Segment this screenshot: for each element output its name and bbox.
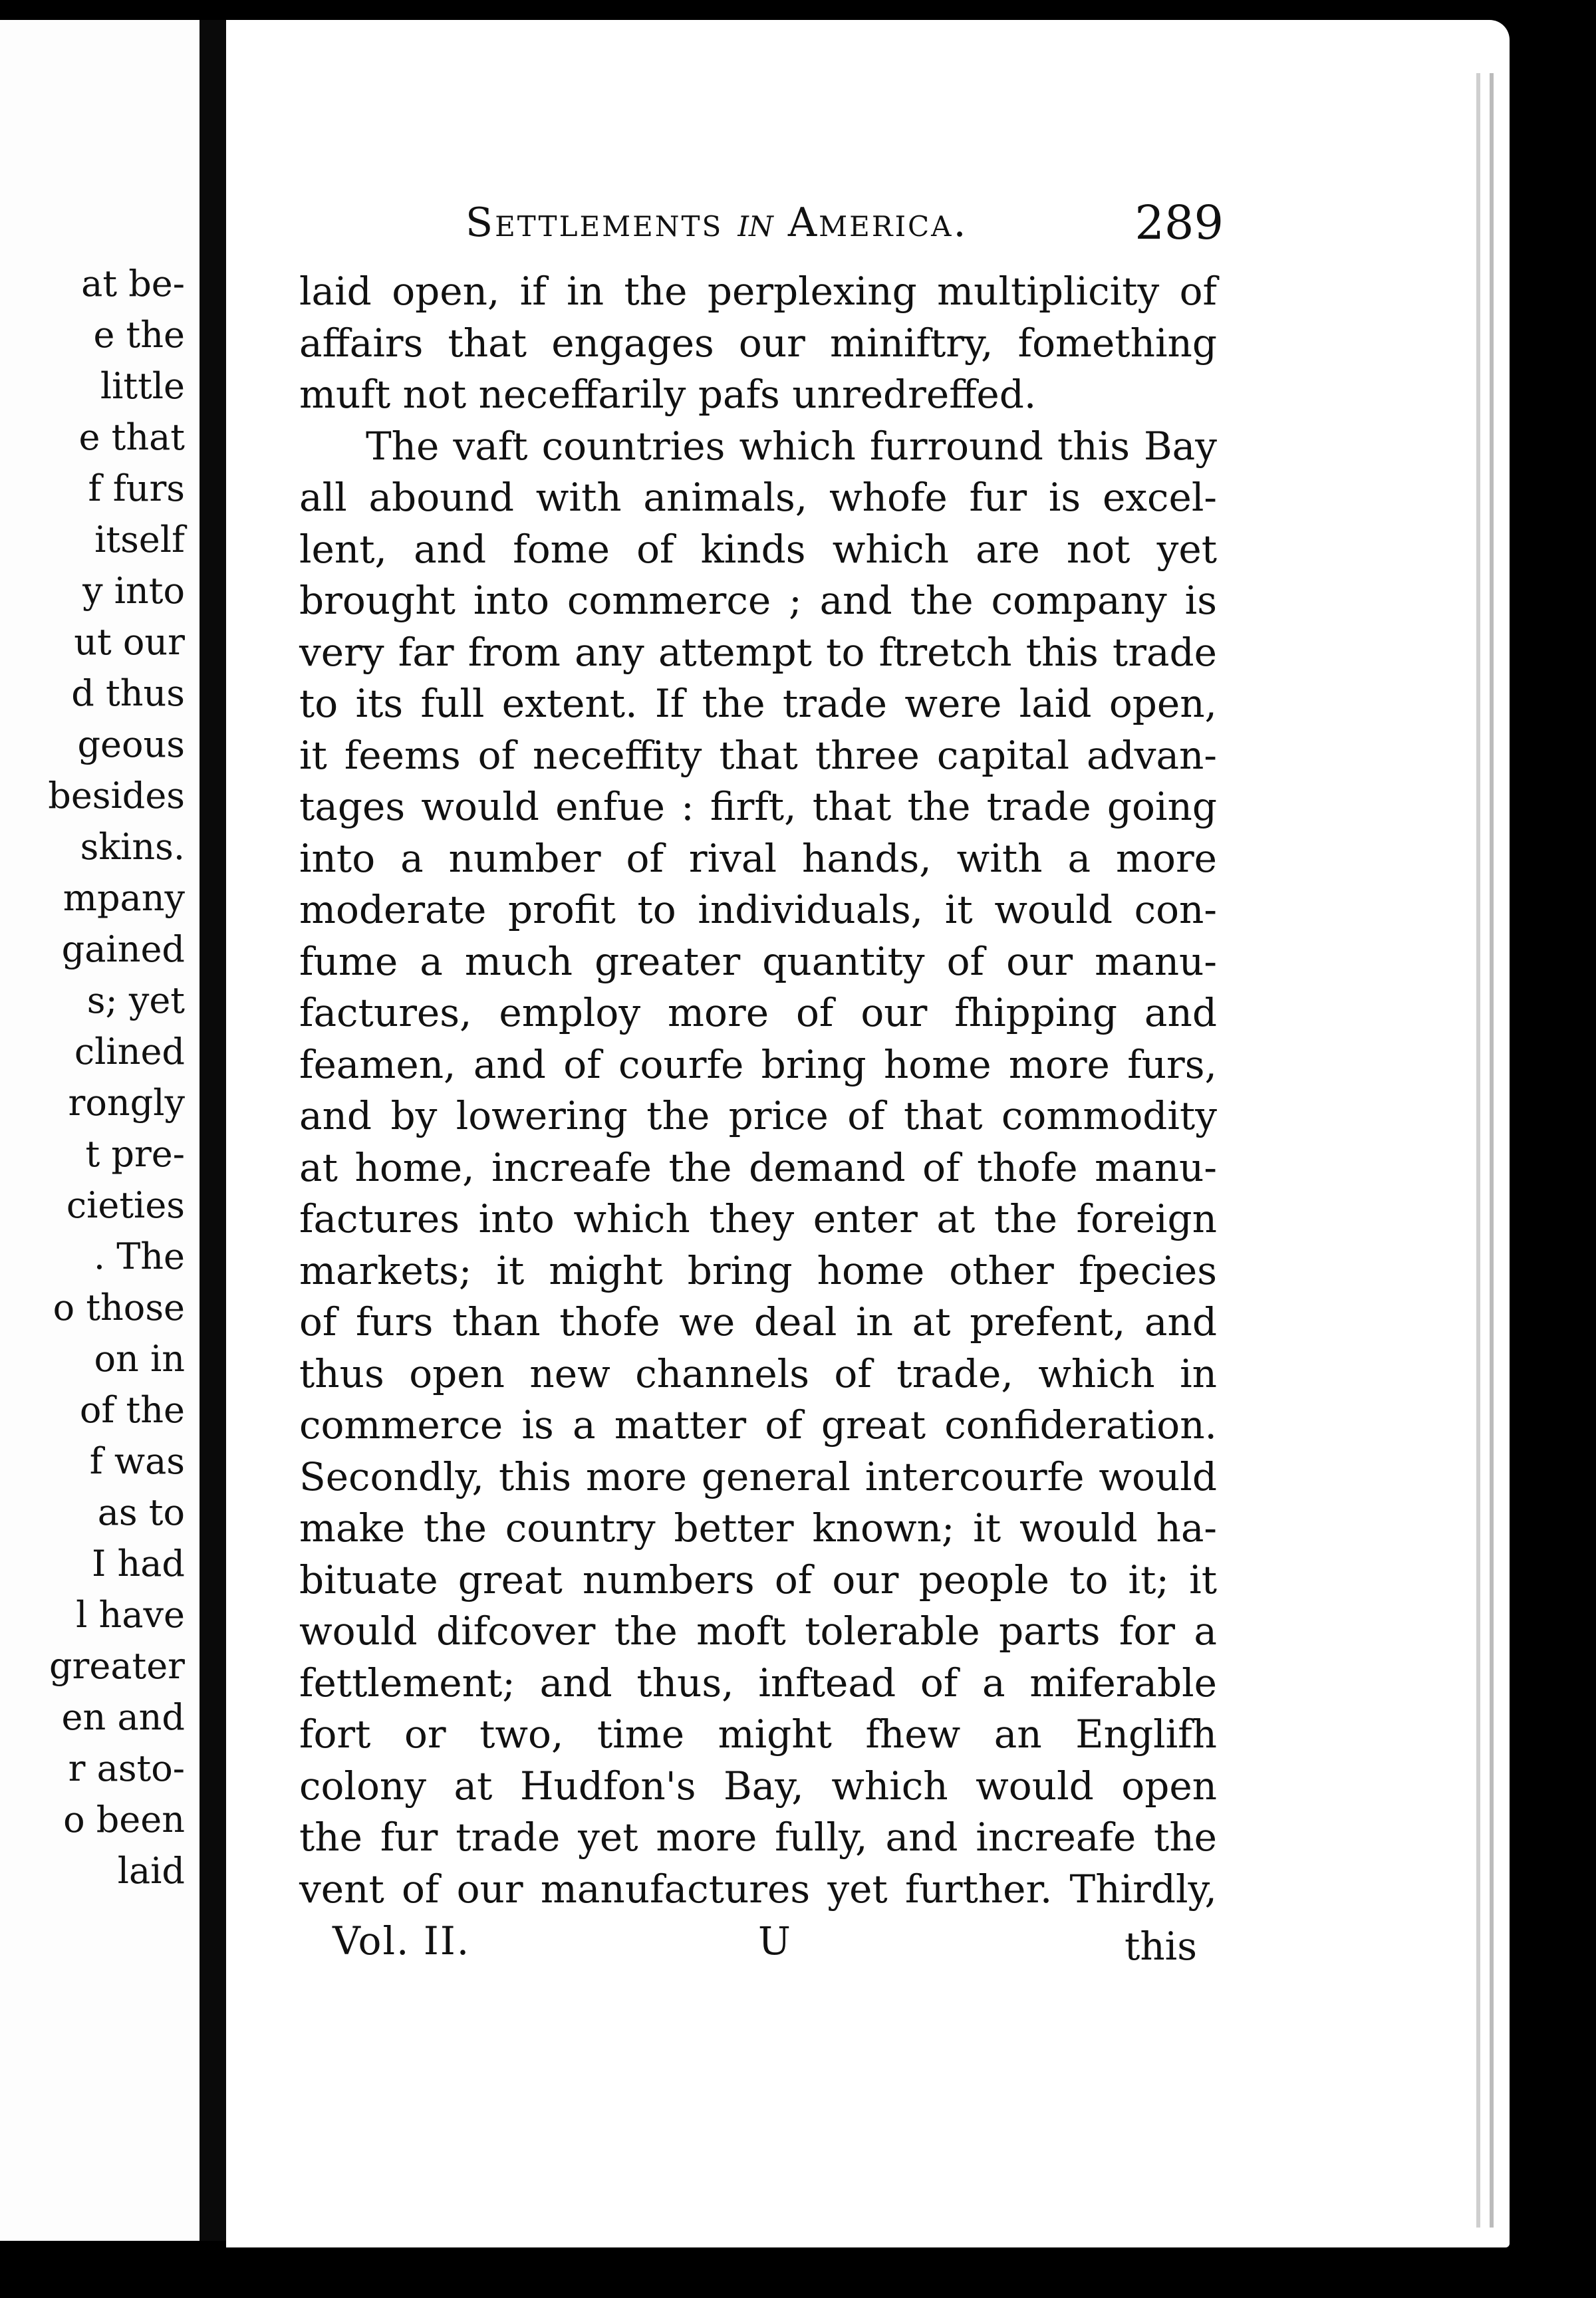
text-line: factures into which they enter at the foreign	[299, 1196, 1217, 1241]
left-page-line: cieties	[66, 1184, 185, 1226]
running-head	[466, 195, 1224, 250]
left-page-line: rongly	[68, 1082, 185, 1124]
left-page-line: e the	[93, 314, 185, 356]
left-page-line: f furs	[88, 467, 185, 509]
catchword: this	[1125, 1924, 1197, 1969]
left-page-line: r asto-	[68, 1747, 185, 1789]
left-page-line: skins.	[80, 826, 185, 868]
left-page-line: greater	[49, 1645, 185, 1687]
text-line: fettlement; and thus, inftead of a miferable	[299, 1660, 1217, 1706]
text-line: muft not neceffarily pafs unredreffed.	[299, 372, 1037, 417]
text-line: markets; it might bring home other fpecies	[299, 1247, 1217, 1293]
left-page-line: mpany	[63, 877, 185, 919]
left-page-line: o those	[53, 1287, 185, 1329]
text-line: commerce is a matter of great confideration.	[299, 1402, 1217, 1448]
text-line: very far from any attempt to ftretch this trade	[299, 629, 1217, 675]
text-line: moderate profit to individuals, it would con-	[299, 887, 1217, 932]
text-line: affairs that engages our miniftry, fomething	[299, 320, 1217, 366]
text-line: at home, increafe the demand of thofe manu-	[299, 1144, 1217, 1190]
text-line: laid open, if in the perplexing multiplicity of	[299, 269, 1217, 314]
left-page-line: gained	[61, 928, 185, 970]
text-line: of furs than thofe we deal in at prefent, and	[299, 1299, 1217, 1344]
text-line: it feems of neceffity that three capital advan-	[299, 732, 1217, 778]
text-line: lent, and fome of kinds which are not yet	[299, 526, 1217, 572]
left-page-line: laid	[117, 1850, 185, 1892]
left-page-line: . The	[93, 1235, 185, 1277]
text-line: colony at Hudfon's Bay, which would open	[299, 1763, 1217, 1809]
text-line: to its full extent. If the trade were laid open,	[299, 681, 1217, 726]
volume-label: Vol. II.	[332, 1918, 471, 1964]
left-page-line: geous	[77, 723, 185, 765]
left-page-line: e that	[78, 416, 185, 458]
left-page-line: f was	[89, 1440, 185, 1482]
page-footer	[332, 1918, 1197, 1972]
text-line: into a number of rival hands, with a more	[299, 835, 1217, 881]
text-line: tages would enfue : firft, that the trade going	[299, 784, 1217, 829]
left-page-line: l have	[76, 1594, 185, 1636]
left-page-line: on in	[94, 1338, 185, 1380]
text-line: The vaft countries which furround this Bay	[366, 423, 1217, 469]
left-page	[0, 20, 200, 2241]
text-line: brought into commerce ; and the company is	[299, 578, 1217, 623]
left-page-line: y into	[82, 570, 185, 612]
text-line: fume a much greater quantity of our manu-	[299, 938, 1217, 984]
text-line: feamen, and of courfe bring home more furs,	[299, 1041, 1217, 1087]
left-page-line: d thus	[71, 672, 185, 714]
left-page-line: besides	[48, 775, 185, 817]
left-page-line: s; yet	[86, 979, 185, 1021]
page-edge	[1476, 73, 1480, 2228]
text-line: fort or two, time might fhew an Englifh	[299, 1712, 1217, 1757]
text-line: Secondly, this more general intercourfe would	[299, 1454, 1217, 1499]
text-line: would difcover the moft tolerable parts for a	[299, 1608, 1217, 1654]
left-page-line: at be-	[81, 263, 185, 305]
left-page-line: little	[100, 365, 185, 407]
text-line: the fur trade yet more fully, and increafe the	[299, 1815, 1217, 1860]
left-page-line: itself	[94, 519, 185, 561]
left-page-line: ut our	[74, 621, 185, 663]
left-page-line: of the	[79, 1389, 185, 1431]
text-line: thus open new channels of trade, which in	[299, 1350, 1217, 1396]
text-line: bituate great numbers of our people to it; it	[299, 1557, 1217, 1602]
body-text	[299, 266, 1217, 1915]
page-number: 289	[1134, 195, 1224, 250]
running-head-title: Settlements in America.	[466, 199, 968, 246]
left-page-line: t pre-	[85, 1133, 185, 1175]
signature-mark: U	[758, 1918, 791, 1964]
page-edge	[1490, 73, 1494, 2228]
left-page-line: I had	[91, 1543, 185, 1585]
left-page-line: en and	[61, 1696, 185, 1738]
text-line: vent of our manufactures yet further. Thirdly,	[299, 1866, 1217, 1912]
text-line: make the country better known; it would ha-	[299, 1505, 1217, 1551]
left-page-line: clined	[74, 1031, 185, 1073]
text-line: all abound with animals, whofe fur is excel-	[299, 475, 1217, 520]
book-gutter	[200, 20, 226, 2241]
text-line: and by lowering the price of that commodity	[299, 1093, 1217, 1138]
text-line: factures, employ more of our fhipping and	[299, 990, 1217, 1035]
left-page-line: as to	[97, 1491, 185, 1533]
left-page-line: o been	[63, 1799, 185, 1841]
